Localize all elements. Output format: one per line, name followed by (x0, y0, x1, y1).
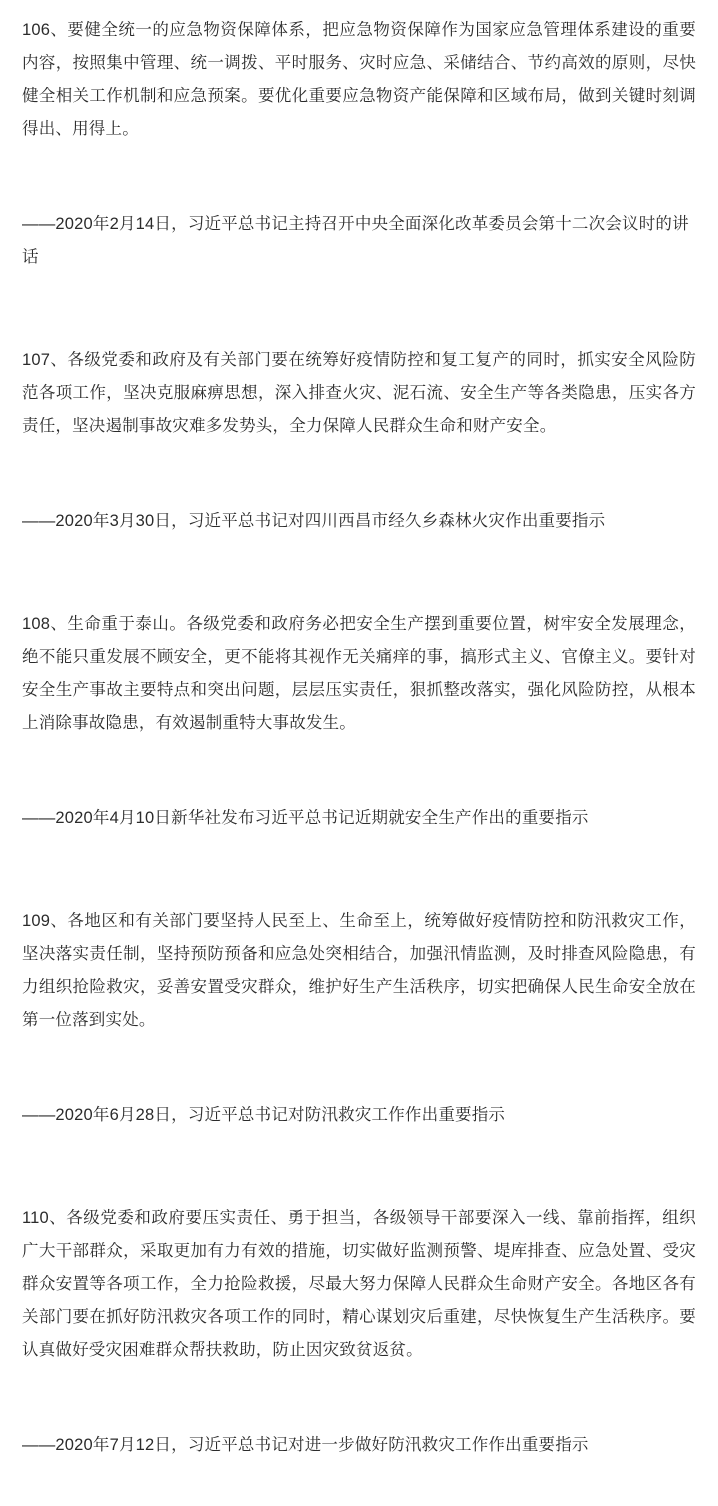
entry-spacer (22, 835, 696, 905)
document-entry-110 (22, 1202, 696, 1482)
document-entry-108 (22, 608, 696, 905)
paragraph-spacer (22, 443, 696, 505)
entry-paragraph: 107、各级党委和政府及有关部门要在统筹好疫情防控和复工复产的同时，抓实安全风险防范各项工作，坚决克服麻痹思想，深入排查火灾、泥石流、安全生产等各类隐患，压实各方责任，坚决遏制事故灾难多发势头，全力保障人民群众生命和财产安全。 (22, 351, 696, 435)
paragraph-spacer (22, 740, 696, 802)
paragraph-spacer (22, 1037, 696, 1099)
document-entry-109 (22, 905, 696, 1202)
document-entry-106 (22, 14, 696, 344)
entry-source: ——2020年2月14日，习近平总书记主持召开中央全面深化改革委员会第十二次会议时的讲话 (22, 215, 689, 266)
entry-source: ——2020年3月30日，习近平总书记对四川西昌市经久乡森林火灾作出重要指示 (22, 512, 606, 530)
entry-spacer (22, 1132, 696, 1202)
paragraph-spacer (22, 1367, 696, 1429)
entry-paragraph: 108、生命重于泰山。各级党委和政府务必把安全生产摆到重要位置，树牢安全发展理念，绝不能只重发展不顾安全，更不能将其视作无关痛痒的事，搞形式主义、官僚主义。要针对安全生产事故主要特点和突出问题，层层压实责任，狠抓整改落实，强化风险防控，从根本上消除事故隐患，有效遏制重特大事故发生。 (22, 615, 696, 732)
entry-source: ——2020年7月12日，习近平总书记对进一步做好防汛救灾工作作出重要指示 (22, 1436, 589, 1454)
entry-spacer (22, 274, 696, 344)
page-bottom-spacer (22, 1462, 696, 1482)
entry-paragraph: 106、要健全统一的应急物资保障体系，把应急物资保障作为国家应急管理体系建设的重要内容，按照集中管理、统一调拨、平时服务、灾时应急、采储结合、节约高效的原则，尽快健全相关工作机制和应急预案。要优化重要应急物资产能保障和区域布局，做到关键时刻调得出、用得上。 (22, 21, 696, 138)
entry-source: ——2020年6月28日，习近平总书记对防汛救灾工作作出重要指示 (22, 1106, 506, 1124)
document-entry-107 (22, 344, 696, 608)
entry-paragraph: 109、各地区和有关部门要坚持人民至上、生命至上，统筹做好疫情防控和防汛救灾工作，坚决落实责任制，坚持预防预备和应急处突相结合，加强汛情监测，及时排查风险隐患，有力组织抢险救灾，妥善安置受灾群众，维护好生产生活秩序，切实把确保人民生命安全放在第一位落到实处。 (22, 912, 696, 1029)
entry-source: ——2020年4月10日新华社发布习近平总书记近期就安全生产作出的重要指示 (22, 809, 589, 827)
entry-spacer (22, 538, 696, 608)
entry-paragraph: 110、各级党委和政府要压实责任、勇于担当，各级领导干部要深入一线、靠前指挥，组织广大干部群众，采取更加有力有效的措施，切实做好监测预警、堤库排查、应急处置、受灾群众安置等各项工作，全力抢险救援，尽最大努力保障人民群众生命财产安全。各地区各有关部门要在抓好防汛救灾各项工作的同时，精心谋划灾后重建，尽快恢复生产生活秩序。要认真做好受灾困难群众帮扶救助，防止因灾致贫返贫。 (22, 1209, 696, 1359)
paragraph-spacer (22, 146, 696, 208)
